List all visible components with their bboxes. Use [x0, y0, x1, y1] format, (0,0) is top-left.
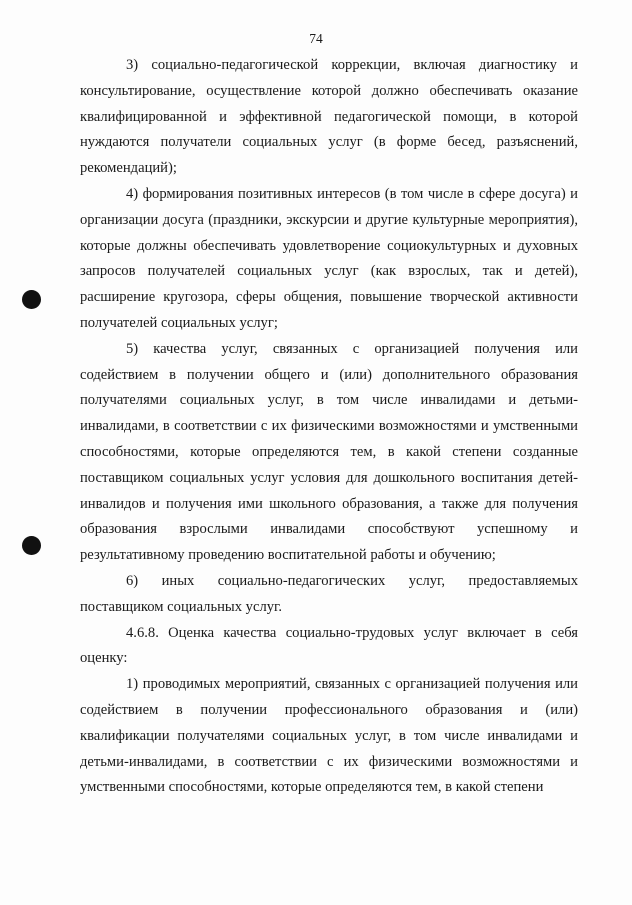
body-text	[80, 53, 578, 801]
paragraph-item-5: 5) качества услуг, связанных с организацией получения или содействием в получении общего и (или) дополнительного образования получателями социальных услуг, в том числе инвалидами и детьми-инвалидами, в соответствии с их физическими возможностями и умственными способностями, которые определяются тем, в какой степени созданные поставщиком социальных услуг условия для дошкольного воспитания детей-инвалидов и получения ими школьного образования, а также для получения образования взрослыми инвалидами способствуют успешному и результативному проведению воспитательной работы и обучению;	[80, 340, 578, 564]
paragraph-item-4: 4) формирования позитивных интересов (в том числе в сфере досуга) и организации досуга (праздники, экскурсии и другие культурные мероприятия), которые должны обеспечивать удовлетворение социокультурных и духовных запросов получателей социальных услуг (как взрослых, так и детей), расширение кругозора, сферы общения, повышение творческой активности получателей социальных услуг;	[80, 185, 578, 331]
paragraph-item-6: 6) иных социально-педагогических услуг, предоставляемых поставщиком социальных услуг.	[80, 572, 578, 615]
binder-hole-mark	[22, 536, 41, 555]
paragraph-item-1: 1) проводимых мероприятий, связанных с организацией получения или содействием в получении профессионального образования и (или) квалификации получателями социальных услуг, в том числе инвалидами и детьми-инвалидами, в соответствии с их физическими возможностями и умственными способностями, которые определяются тем, в какой степени	[80, 676, 578, 796]
binder-hole-mark	[22, 290, 41, 309]
paragraph-item-3: 3) социально-педагогической коррекции, включая диагностику и консультирование, осуществление которой должно обеспечивать оказание квалифицированной и эффективной педагогической помощи, в которой нуждаются получатели социальных услуг (в форме бесед, разъяснений, рекомендаций);	[80, 57, 578, 177]
page-number: 74	[309, 31, 323, 46]
section-4-6-8: 4.6.8. Оценка качества социально-трудовых услуг включает в себя оценку:	[80, 624, 578, 667]
